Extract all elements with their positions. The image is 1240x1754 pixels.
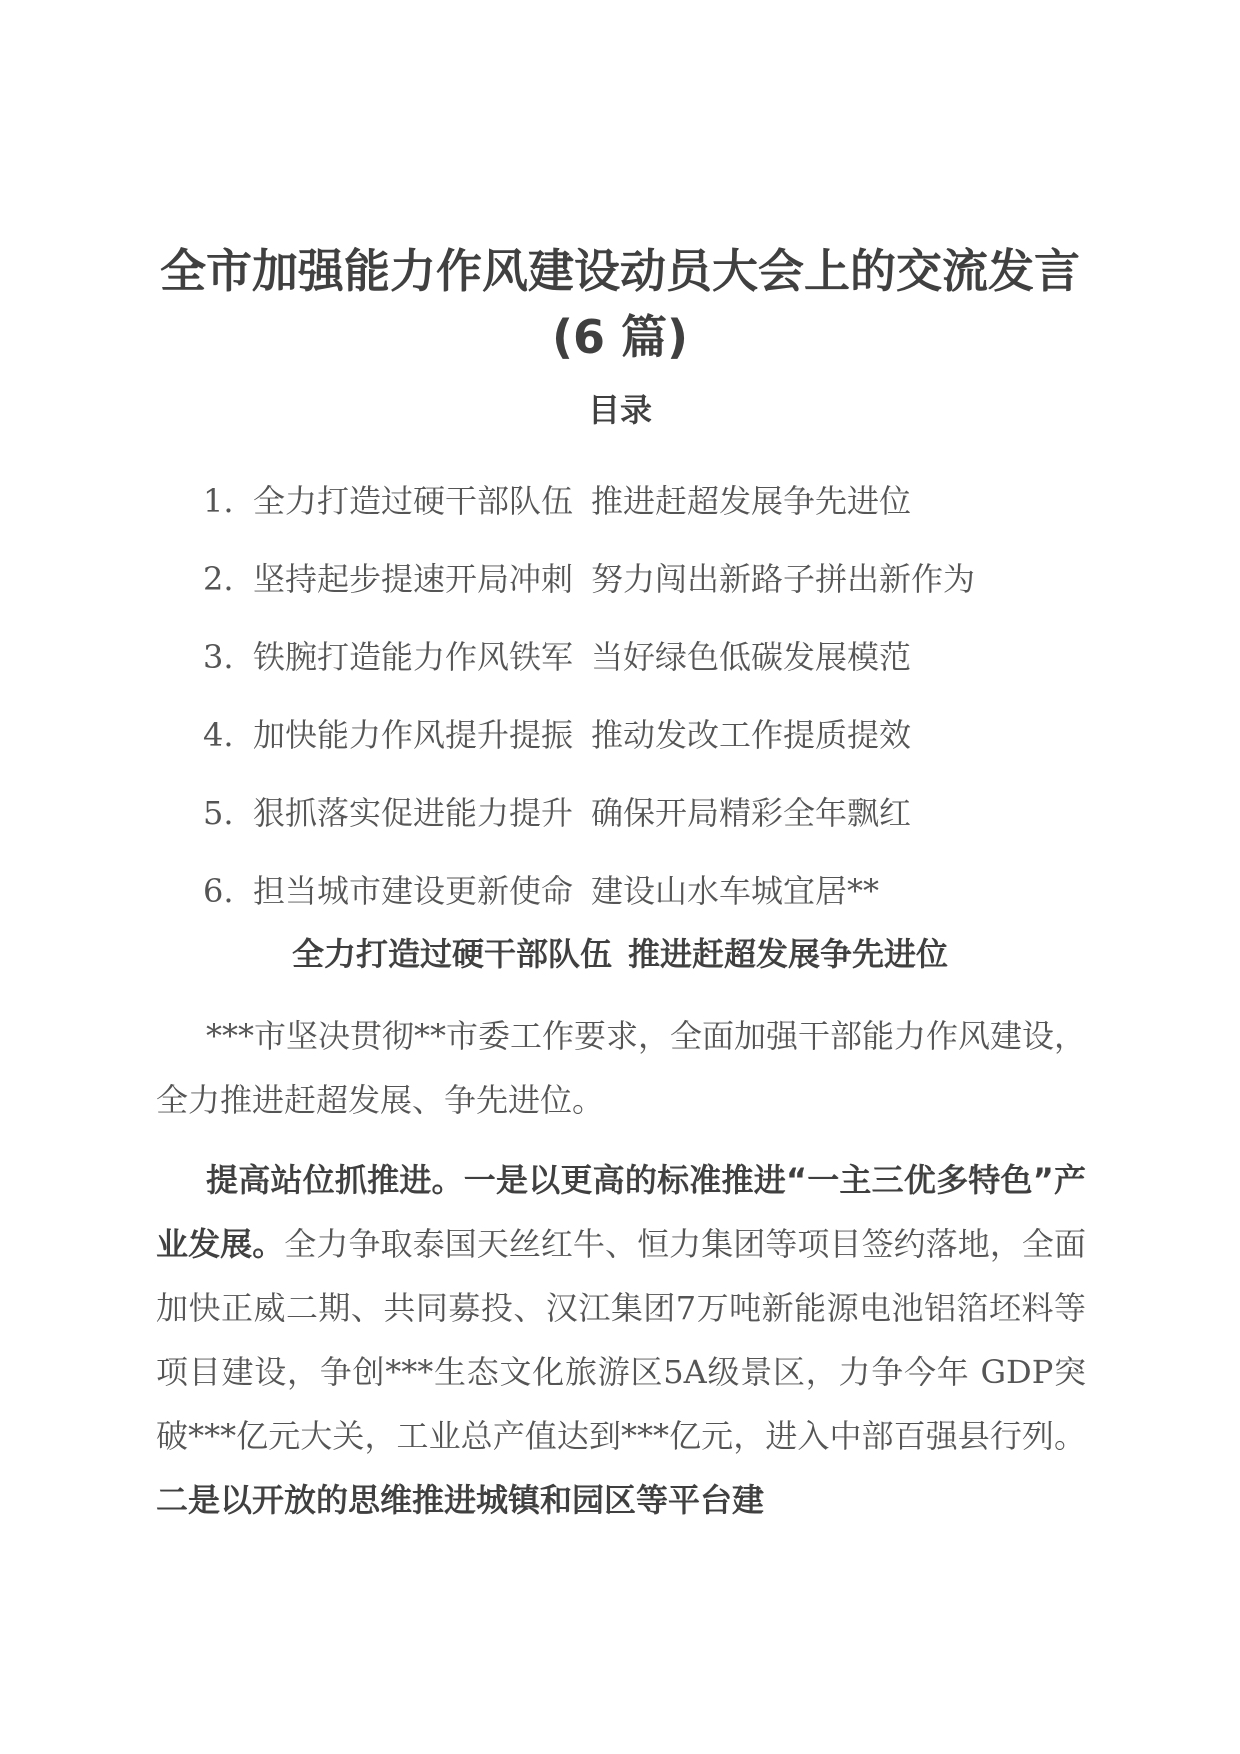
toc-item-title-part1: 铁腕打造能力作风铁军 <box>253 638 574 676</box>
toc-item[interactable] <box>203 852 975 930</box>
document-title: 全市加强能力作风建设动员大会上的交流发言 <box>160 244 1080 298</box>
toc-item-number: 2. <box>203 560 234 598</box>
section-heading-part2: 推进赶超发展争先进位 <box>628 935 949 973</box>
toc-item-title-part1: 加快能力作风提升提振 <box>253 716 574 754</box>
toc-item[interactable] <box>203 696 975 774</box>
toc-item-number: 6. <box>203 872 234 910</box>
toc-item-title-part1: 担当城市建设更新使命 <box>253 872 574 910</box>
toc-item-number: 5. <box>203 794 234 832</box>
toc-item-title-part1: 狠抓落实促进能力提升 <box>253 794 574 832</box>
toc-item-title-part2: 确保开局精彩全年飘红 <box>591 794 912 832</box>
toc-item-number: 3. <box>203 638 234 676</box>
toc-item-title-part2: 推进赶超发展争先进位 <box>591 482 912 520</box>
toc-item-number: 4. <box>203 716 234 754</box>
toc-item-title-part2: 推动发改工作提质提效 <box>591 716 912 754</box>
toc-item[interactable] <box>203 618 975 696</box>
paragraph-bold-point: 二是以开放的思维推进城镇和园区等平台建 <box>156 1481 765 1519</box>
paragraph-bold-lead: 提高站位抓推进。一是以更高的标准推进“一主三优多特色”产业发展。 <box>156 1161 1086 1263</box>
toc-item-title-part1: 全力打造过硬干部队伍 <box>253 482 574 520</box>
paragraph-text: 全力争取泰国天丝红牛、恒力集团等项目签约落地，全面加快正威二期、共同募投、汉江集团7万吨新能源电池铝箔坯料等项目建设，争创***生态文化旅游区5A级景区，力争今年 GDP突破***亿元大关，工业总产值达到***亿元，进入中部百强县行列。 <box>156 1225 1086 1455</box>
toc-item-title-part2: 建设山水车城宜居** <box>591 872 880 910</box>
table-of-contents <box>203 462 975 930</box>
document-title-subtitle: (6 篇) <box>551 310 689 364</box>
toc-item[interactable] <box>203 540 975 618</box>
section-heading-part1: 全力打造过硬干部队伍 <box>291 935 612 973</box>
toc-item[interactable] <box>203 774 975 852</box>
toc-item-number: 1. <box>203 482 234 520</box>
body-paragraph <box>156 1148 1086 1532</box>
toc-item-title-part1: 坚持起步提速开局冲刺 <box>253 560 574 598</box>
section-heading <box>0 934 1240 974</box>
toc-item-title-part2: 努力闯出新路子拼出新作为 <box>591 560 976 598</box>
body-paragraph-intro: ***市坚决贯彻**市委工作要求，全面加强干部能力作风建设，全力推进赶超发展、争先进位。 <box>156 1017 1087 1119</box>
toc-item[interactable] <box>203 462 975 540</box>
toc-heading: 目录 <box>587 391 652 429</box>
toc-item-title-part2: 当好绿色低碳发展模范 <box>591 638 912 676</box>
